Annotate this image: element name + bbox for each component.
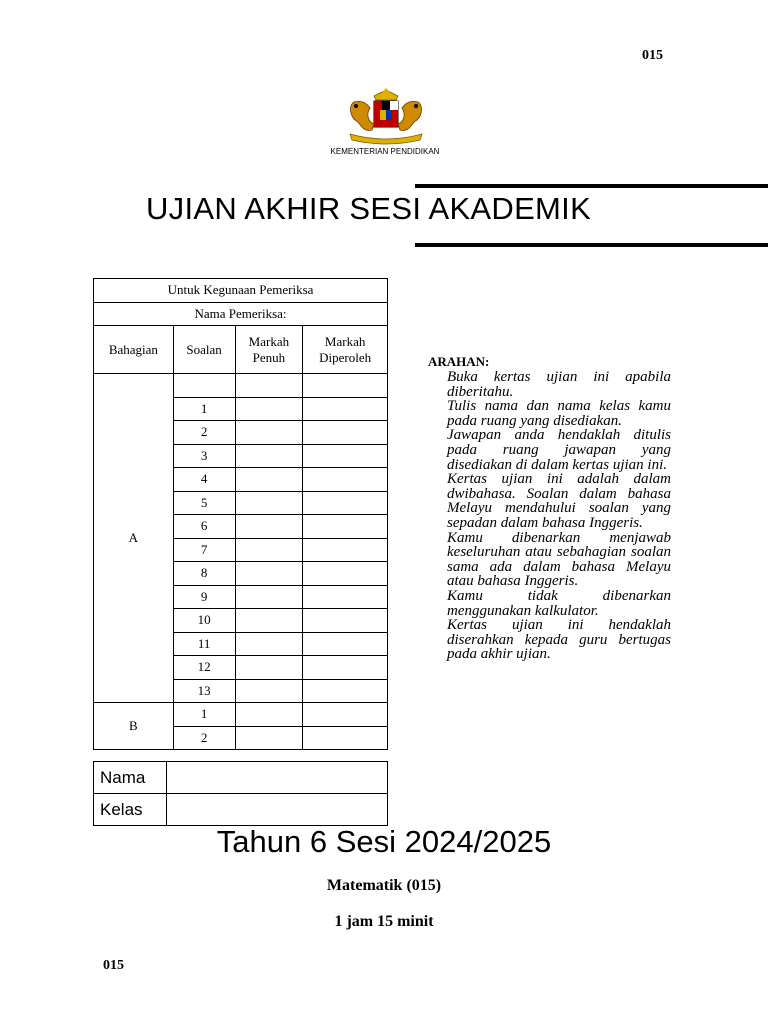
instruction-item: Kamu tidak dibenarkan menggunakan kalkulator.	[447, 587, 671, 619]
coat-of-arms-icon	[344, 88, 428, 146]
name-field[interactable]	[166, 762, 387, 794]
question-cell: 6	[173, 515, 235, 539]
marks-obtained-cell[interactable]	[303, 562, 388, 586]
column-header-marks-obtained: Markah Diperoleh	[303, 326, 388, 374]
question-cell	[173, 374, 235, 398]
question-cell: 1	[173, 703, 235, 727]
instruction-item: Kertas ujian ini hendaklah diserahkan kepada guru bertugas pada akhir ujian.	[447, 617, 671, 663]
marks-obtained-cell[interactable]	[303, 609, 388, 633]
column-header-question: Soalan	[173, 326, 235, 374]
question-cell: 13	[173, 679, 235, 703]
question-cell: 11	[173, 632, 235, 656]
name-label: Nama	[94, 762, 167, 794]
marks-obtained-cell[interactable]	[303, 656, 388, 680]
title-rule-bottom	[415, 243, 768, 247]
marks-obtained-cell[interactable]	[303, 397, 388, 421]
marks-obtained-cell[interactable]	[303, 421, 388, 445]
examiner-marks-table	[93, 278, 388, 750]
marks-obtained-cell[interactable]	[303, 726, 388, 750]
column-header-full-marks: Markah Penuh	[235, 326, 303, 374]
instructions-block	[428, 354, 671, 662]
question-cell: 4	[173, 468, 235, 492]
paper-code-bottom: 015	[103, 958, 124, 973]
full-marks-cell[interactable]	[235, 726, 303, 750]
question-cell: 12	[173, 656, 235, 680]
section-a-label: A	[94, 374, 174, 703]
question-cell: 7	[173, 538, 235, 562]
instruction-item: Tulis nama dan nama kelas kamu pada ruang yang disediakan.	[447, 398, 671, 429]
full-marks-cell[interactable]	[235, 656, 303, 680]
instruction-item: Kamu dibenarkan menjawab keseluruhan atau sebahagian soalan sama ada dalam bahasa Melayu atau bahasa Inggeris.	[447, 529, 671, 590]
question-cell: 8	[173, 562, 235, 586]
subject-title: Matematik (015)	[326, 877, 442, 894]
full-marks-cell[interactable]	[235, 679, 303, 703]
full-marks-cell[interactable]	[235, 562, 303, 586]
class-label: Kelas	[94, 794, 167, 826]
marks-obtained-cell[interactable]	[303, 444, 388, 468]
marks-obtained-cell[interactable]	[303, 374, 388, 398]
full-marks-cell[interactable]	[235, 397, 303, 421]
marks-obtained-cell[interactable]	[303, 491, 388, 515]
question-cell: 2	[173, 726, 235, 750]
question-cell: 3	[173, 444, 235, 468]
marks-obtained-cell[interactable]	[303, 632, 388, 656]
instructions-list	[428, 370, 671, 662]
full-marks-cell[interactable]	[235, 468, 303, 492]
exam-duration: 1 jam 15 minit	[334, 913, 434, 930]
instructions-title: ARAHAN:	[428, 354, 490, 369]
full-marks-cell[interactable]	[235, 444, 303, 468]
full-marks-cell[interactable]	[235, 374, 303, 398]
marks-obtained-cell[interactable]	[303, 538, 388, 562]
marks-obtained-cell[interactable]	[303, 468, 388, 492]
question-cell: 10	[173, 609, 235, 633]
full-marks-cell[interactable]	[235, 703, 303, 727]
student-details-table	[93, 761, 388, 826]
full-marks-cell[interactable]	[235, 609, 303, 633]
instruction-item: Kertas ujian ini adalah dalam dwibahasa. Soalan dalam bahasa Melayu mendahului soalan yang sepadan dalam bahasa Inggeris.	[447, 471, 671, 531]
full-marks-cell[interactable]	[235, 632, 303, 656]
full-marks-cell[interactable]	[235, 585, 303, 609]
question-cell: 9	[173, 585, 235, 609]
question-cell: 5	[173, 491, 235, 515]
section-b-label: B	[94, 703, 174, 750]
full-marks-cell[interactable]	[235, 515, 303, 539]
year-session: Tahun 6 Sesi 2024/2025	[216, 824, 552, 859]
ministry-name: KEMENTERIAN PENDIDIKAN	[330, 147, 440, 156]
full-marks-cell[interactable]	[235, 421, 303, 445]
exam-title: UJIAN AKHIR SESI AKADEMIK	[146, 191, 592, 226]
class-field[interactable]	[166, 794, 387, 826]
instruction-item: Buka kertas ujian ini apabila diberitahu.	[447, 369, 671, 400]
full-marks-cell[interactable]	[235, 538, 303, 562]
column-header-section: Bahagian	[94, 326, 174, 374]
full-marks-cell[interactable]	[235, 491, 303, 515]
question-cell: 1	[173, 397, 235, 421]
examiner-use-heading: Untuk Kegunaan Pemeriksa	[94, 279, 388, 303]
marks-obtained-cell[interactable]	[303, 703, 388, 727]
marks-obtained-cell[interactable]	[303, 679, 388, 703]
title-rule-top	[415, 184, 768, 188]
question-cell: 2	[173, 421, 235, 445]
examiner-name-label: Nama Pemeriksa:	[94, 302, 388, 326]
marks-obtained-cell[interactable]	[303, 515, 388, 539]
instruction-item: Jawapan anda hendaklah ditulis pada ruang jawapan yang disediakan di dalam kertas ujian ini.	[447, 427, 671, 473]
paper-code-top: 015	[642, 48, 663, 63]
marks-obtained-cell[interactable]	[303, 585, 388, 609]
